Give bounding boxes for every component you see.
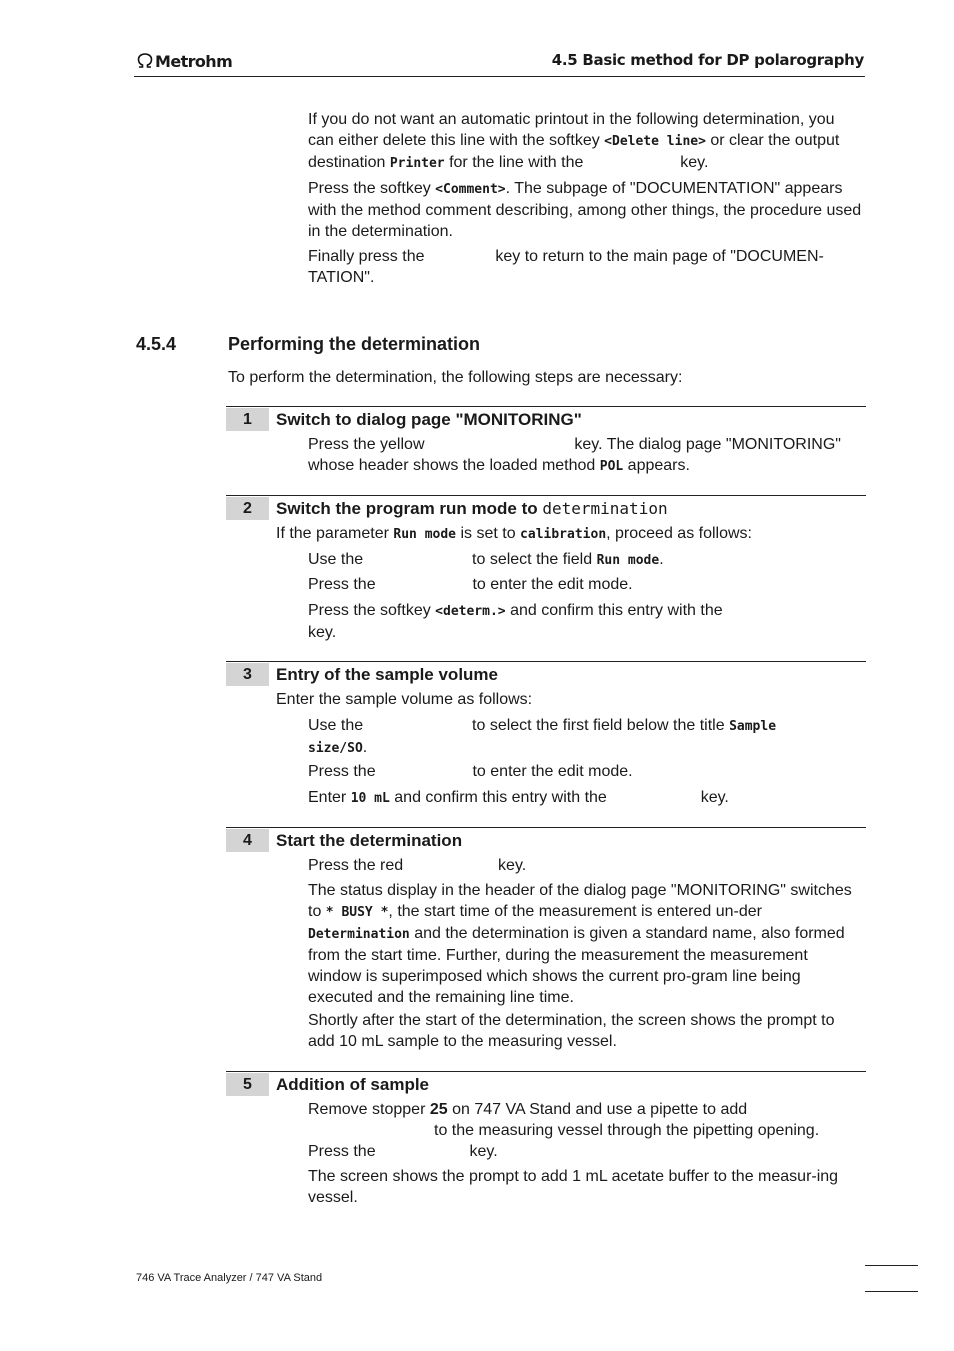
step-divider (226, 495, 866, 496)
step-2-item-3: Press the softkey <determ.> and confirm this entry with the key. (308, 602, 723, 641)
step-divider (226, 827, 866, 828)
step-number-badge: 1 (226, 408, 269, 431)
step-5-item-2: Press the key. (308, 1143, 498, 1160)
step-4-status-paragraph: The status display in the header of the dialog page "MONITORING" switches to * BUSY *, the start time of the measurement is entered un-der Determination and the determination is given a standard name, also formed from the start time. Further, during the measurement the measurement window is superimposed which shows the current pro-gram line being executed and the remaining line time. (308, 882, 852, 1006)
step-divider (226, 1071, 866, 1072)
paragraph-comment: Press the softkey <Comment>. The subpage of "DOCUMENTATION" appears with the method comment describing, among other things, the procedure used in the determination. (308, 180, 862, 240)
step-5-line-1: Remove stopper 25 on 747 VA Stand and use a pipette to add (308, 1101, 748, 1118)
footer-rule-top (865, 1265, 918, 1266)
step-3-lead: Enter the sample volume as follows: (276, 691, 533, 708)
step-1-line-1: Press the yellow key. The dialog page "MONITORING" (308, 436, 841, 453)
step-2-item-1: Use the to select the field Run mode. (308, 551, 664, 568)
step-title: Switch the program run mode to determination (276, 499, 668, 518)
omega-logo-icon (136, 52, 154, 70)
step-number-badge: 3 (226, 663, 269, 686)
footer-product-name: 746 VA Trace Analyzer / 747 VA Stand (136, 1272, 323, 1284)
step-divider (226, 661, 866, 662)
section-number: 4.5.4 (136, 334, 177, 354)
step-2-lead: If the parameter Run mode is set to calibration, proceed as follows: (276, 525, 752, 542)
paragraph-delete-line: If you do not want an automatic printout in the following determination, you can either delete this line with the softkey <Delete line> or clear the output destination Printer for the line with the key. (308, 111, 840, 171)
logo-text: Metrohm (155, 51, 233, 71)
step-3-item-3: Enter 10 mL and confirm this entry with the key. (308, 789, 729, 806)
step-3-item-2: Press the to enter the edit mode. (308, 763, 633, 780)
header-divider (134, 76, 865, 77)
step-5-line-2: to the measuring vessel through the pipetting opening. (434, 1122, 820, 1139)
paragraph-return: Finally press the key to return to the main page of "DOCUMEN-TATION". (308, 248, 824, 286)
step-title: Start the determination (276, 831, 463, 850)
step-5-prompt-paragraph: The screen shows the prompt to add 1 mL acetate buffer to the measur-ing vessel. (308, 1168, 839, 1206)
header-section-title: 4.5 Basic method for DP polarography (551, 51, 864, 69)
brand-logo (136, 50, 232, 72)
section-intro: To perform the determination, the following steps are necessary: (228, 369, 683, 386)
section-title: Performing the determination (228, 334, 481, 354)
step-4-item-1: Press the red key. (308, 857, 527, 874)
step-number-badge: 4 (226, 829, 269, 852)
step-number-badge: 5 (226, 1073, 269, 1096)
top-instructions (308, 109, 864, 292)
step-title: Switch to dialog page "MONITORING" (276, 410, 582, 429)
step-1-line-2: whose header shows the loaded method POL appears. (308, 457, 690, 474)
step-2-item-2: Press the to enter the edit mode. (308, 576, 633, 593)
step-title: Addition of sample (276, 1075, 429, 1094)
step-title: Entry of the sample volume (276, 665, 498, 684)
step-3-item-1: Use the to select the first field below the title Sample size/SO. (308, 717, 777, 756)
step-divider (226, 406, 866, 407)
step-number-badge: 2 (226, 497, 269, 520)
step-4-prompt-paragraph: Shortly after the start of the determination, the screen shows the prompt to add 10 mL sample to the measuring vessel. (308, 1012, 835, 1050)
footer-rule-bottom (865, 1291, 918, 1292)
